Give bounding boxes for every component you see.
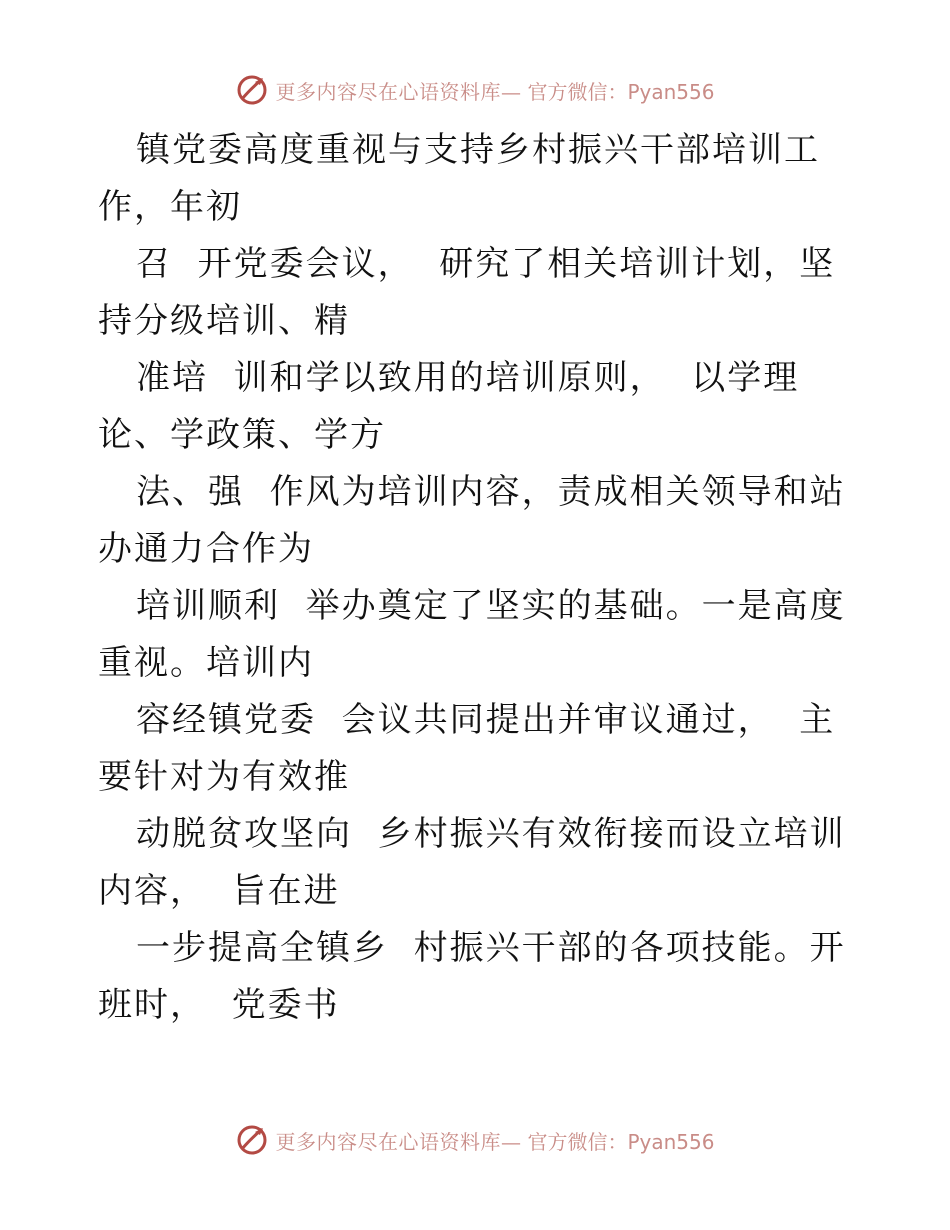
paragraph: 容经镇党委 会议共同提出并审议通过， 主要针对为有效推 <box>98 700 836 797</box>
paragraph: 召 开党委会议， 研究了相关培训计划，坚持分级培训、精 <box>98 244 836 341</box>
header-watermark <box>0 70 950 110</box>
watermark-wechat-text: 官方微信：Pyan556 <box>527 79 715 104</box>
pen-swirl-logo-icon <box>235 1123 269 1157</box>
pen-swirl-logo-icon <box>235 73 269 107</box>
paragraph: 准培 训和学以致用的培训原则， 以学理论、学政策、学方 <box>98 358 800 455</box>
watermark-wechat-text: 官方微信：Pyan556 <box>527 1129 715 1154</box>
paragraph: 培训顺利 举办奠定了坚实的基础。一是高度重视。培训内 <box>98 586 846 683</box>
paragraph: 一步提高全镇乡 村振兴干部的各项技能。开班时， 党委书 <box>98 928 846 1025</box>
paragraph: 镇党委高度重视与支持乡村振兴干部培训工作，年初 <box>98 130 820 227</box>
paragraph: 法、强 作风为培训内容，责成相关领导和站办通力合作为 <box>98 472 846 569</box>
watermark-site-text: 更多内容尽在心语资料库— <box>275 79 522 104</box>
paragraph: 动脱贫攻坚向 乡村振兴有效衔接而设立培训内容， 旨在进 <box>98 814 846 911</box>
footer-watermark <box>0 1120 950 1160</box>
watermark-site-text: 更多内容尽在心语资料库— <box>275 1129 522 1154</box>
document-body <box>98 122 858 1034</box>
